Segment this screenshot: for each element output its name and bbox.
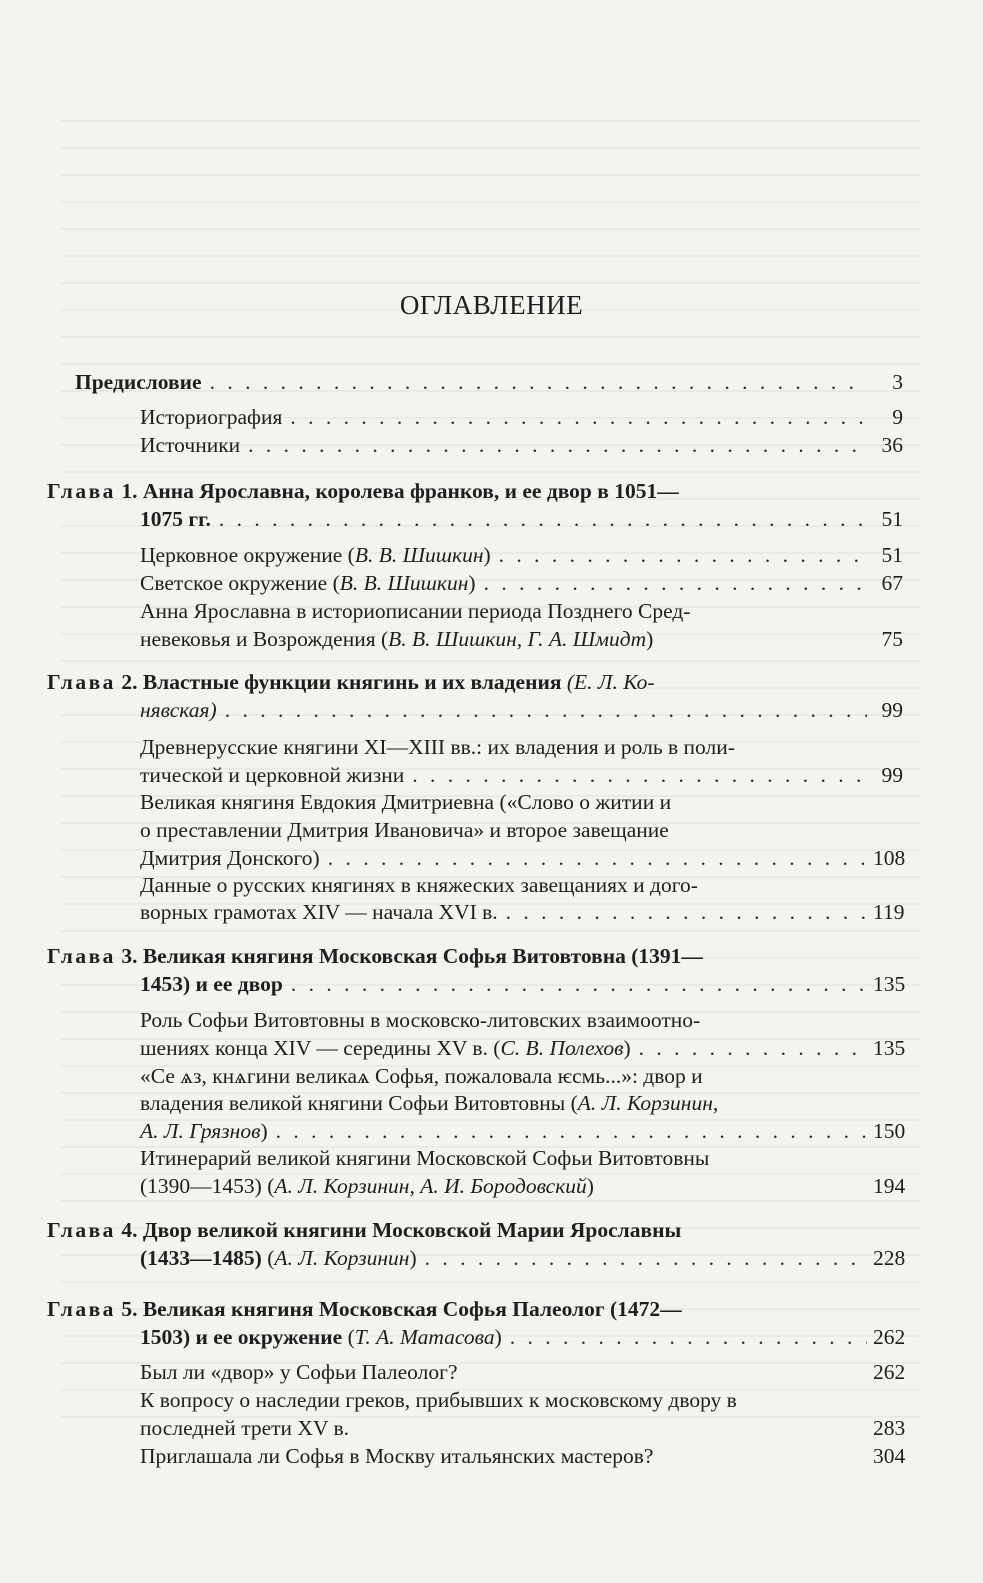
- toc-entry-ch3-s1-line1[interactable]: Роль Софьи Витовтовны в московско-литовских взаимоотно-: [140, 1008, 701, 1032]
- entry-text: А. Л. Грязнов): [140, 1119, 268, 1143]
- chapter-title: 4. Двор великой княгини Московской Марии Ярославны: [121, 1218, 682, 1242]
- author: Т. А. Матасова: [354, 1325, 495, 1349]
- toc-entry-ch1-s3-line1[interactable]: Анна Ярославна в историописании периода Позднего Сред-: [140, 599, 691, 623]
- chapter-label: Глава: [47, 479, 116, 503]
- page-number: 75: [881, 627, 903, 651]
- page-title: ОГЛАВЛЕНИЕ: [399, 290, 584, 320]
- toc-entry-ch3-s3-line1[interactable]: Итинерарий великой княгини Московской Софьи Витовтовны: [140, 1146, 710, 1170]
- page-number: 262: [873, 1325, 906, 1349]
- chapter-2-heading[interactable]: [47, 668, 655, 696]
- leader-dots: [499, 541, 867, 569]
- page-number: 3: [892, 370, 903, 394]
- chapter-3-title-end[interactable]: [140, 970, 906, 998]
- entry-text: ворных грамотах XIV — начала XVI в.: [140, 900, 498, 924]
- page-number: 51: [881, 507, 903, 531]
- page-number: 51: [881, 543, 903, 567]
- entry-text: Был ли «двор» у Софьи Палеолог?: [140, 1360, 458, 1384]
- chapter-3-heading[interactable]: [47, 942, 703, 970]
- page-number: 108: [873, 846, 906, 870]
- toc-entry-ch2-s2-line1[interactable]: Великая княгиня Евдокия Дмитриевна («Слово о житии и: [140, 790, 672, 814]
- leader-dots: [510, 1323, 867, 1351]
- toc-entry-ch1-s3[interactable]: [140, 625, 903, 653]
- page-number: 67: [881, 571, 903, 595]
- chapter-label: Глава: [47, 670, 116, 694]
- entry-text: 1503) и ее окружение (Т. А. Матасова): [140, 1325, 502, 1349]
- entry-text: Приглашала ли Софья в Москву итальянских мастеров?: [140, 1444, 654, 1468]
- leader-dots: [506, 898, 867, 926]
- chapter-1-title-end[interactable]: [140, 505, 903, 533]
- leader-dots: [328, 844, 867, 872]
- page-number: 262: [873, 1360, 906, 1384]
- toc-entry-ch2-s2[interactable]: [140, 844, 906, 872]
- page-number: 150: [873, 1119, 906, 1143]
- toc-entry-ch1-s1[interactable]: [140, 541, 903, 569]
- toc-entry-ch1-s2[interactable]: [140, 569, 903, 597]
- leader-dots: [219, 505, 867, 533]
- chapter-title: 1. Анна Ярославна, королева франков, и ее двор в 1051—: [121, 479, 679, 503]
- page-number: 36: [881, 433, 903, 457]
- author: В. В. Шишкин: [354, 543, 484, 567]
- entry-text: тической и церковной жизни: [140, 763, 405, 787]
- entry-text: Церковное окружение (В. В. Шишкин): [140, 543, 491, 567]
- author: А. Л. Корзинин: [274, 1246, 410, 1270]
- toc-entry-preface[interactable]: [75, 368, 903, 396]
- chapter-label: Глава: [47, 944, 116, 968]
- entry-text: последней трети XV в.: [140, 1416, 349, 1440]
- page-number: 99: [881, 763, 903, 787]
- toc-entry-ch2-s3-line1[interactable]: Данные о русских княгинях в княжеских завещаниях и дого-: [140, 873, 698, 897]
- leader-dots: [248, 431, 867, 459]
- author: А. Л. Грязнов: [140, 1119, 261, 1143]
- page-number: 119: [873, 900, 905, 924]
- author: А. Л. Корзинин, А. И. Бородовский: [274, 1174, 587, 1198]
- entry-text: (1390—1453) (А. Л. Корзинин, А. И. Бородовский): [140, 1174, 594, 1198]
- leader-dots: [484, 569, 867, 597]
- toc-entry-ch3-s3[interactable]: [140, 1172, 906, 1200]
- leader-dots: [639, 1034, 867, 1062]
- toc-entry-sources[interactable]: [140, 431, 903, 459]
- toc-entry-ch3-s2-line2[interactable]: владения великой княгини Софьи Витовтовны (А. Л. Корзинин,: [140, 1091, 719, 1115]
- chapter-5-title-end[interactable]: [140, 1323, 906, 1351]
- page-number: 135: [873, 1036, 906, 1060]
- author: (Е. Л. Ко-: [566, 670, 655, 694]
- chapter-label: Глава: [47, 1297, 116, 1321]
- chapter-5-heading[interactable]: [47, 1295, 682, 1323]
- leader-dots: [291, 970, 867, 998]
- toc-entry-ch2-s2-line2[interactable]: о преставлении Дмитрия Ивановича» и второе завещание: [140, 818, 669, 842]
- toc-entry-ch3-s2-line1[interactable]: «Се ѧз, кнѧгини великаѧ Софья, пожаловала ѥсмь...»: двор и: [140, 1064, 703, 1088]
- entry-text: невековья и Возрождения (В. В. Шишкин, Г. А. Шмидт): [140, 627, 654, 651]
- leader-dots: [276, 1117, 867, 1145]
- page-number: 9: [892, 405, 903, 429]
- page-number: 304: [873, 1444, 906, 1468]
- toc-entry-ch2-s1[interactable]: [140, 761, 903, 789]
- toc-entry-ch5-s2[interactable]: [140, 1414, 906, 1442]
- entry-text: шениях конца XIV — середины XV в. (С. В. Полехов): [140, 1036, 631, 1060]
- chapter-label: Глава: [47, 1218, 116, 1242]
- toc-entry-ch5-s1[interactable]: [140, 1358, 906, 1386]
- chapter-title-cont: 1453) и ее двор: [140, 972, 283, 996]
- chapter-title: 5. Великая княгиня Московская Софья Палеолог (1472—: [121, 1297, 682, 1321]
- toc-entry-ch2-s3[interactable]: [140, 898, 903, 926]
- toc-entry-ch5-s3[interactable]: [140, 1442, 906, 1470]
- entry-text: Историография: [140, 405, 283, 429]
- page-number: 135: [873, 972, 906, 996]
- entry-text: Дмитрия Донского): [140, 846, 320, 870]
- chapter-title-cont: 1075 гг.: [140, 507, 211, 531]
- author: А. Л. Корзинин,: [577, 1091, 719, 1115]
- author: С. В. Полехов: [500, 1036, 624, 1060]
- page-number: 283: [873, 1416, 906, 1440]
- page-number: 228: [873, 1246, 906, 1270]
- chapter-1-heading[interactable]: [47, 477, 679, 505]
- toc-entry-ch5-s2-line1[interactable]: К вопросу о наследии греков, прибывших к московскому двору в: [140, 1388, 737, 1412]
- chapter-title: 3. Великая княгиня Московская Софья Витовтовна (1391—: [121, 944, 703, 968]
- entry-text: (1433—1485) (А. Л. Корзинин): [140, 1246, 417, 1270]
- entry-text: Источники: [140, 433, 241, 457]
- page-number: 194: [873, 1174, 906, 1198]
- chapter-4-heading[interactable]: [47, 1216, 681, 1244]
- toc-entry-historiography[interactable]: [140, 403, 903, 431]
- chapter-2-title-end[interactable]: [140, 696, 903, 724]
- page-number: 99: [881, 698, 903, 722]
- chapter-title: 2. Властные функции княгинь и их владения: [121, 670, 562, 694]
- leader-dots: [412, 761, 867, 789]
- toc-entry-ch3-s2[interactable]: [140, 1117, 906, 1145]
- leader-dots: [290, 403, 867, 431]
- chapter-4-title-end[interactable]: [140, 1244, 906, 1272]
- toc-entry-ch2-s1-line1[interactable]: Древнерусские княгини XI—XIII вв.: их владения и роль в поли-: [140, 735, 735, 759]
- toc-entry-ch3-s1[interactable]: [140, 1034, 906, 1062]
- author: В. В. Шишкин: [339, 571, 469, 595]
- leader-dots: [210, 368, 867, 396]
- entry-text: Светское окружение (В. В. Шишкин): [140, 571, 476, 595]
- leader-dots: [425, 1244, 867, 1272]
- author: В. В. Шишкин, Г. А. Шмидт: [388, 627, 647, 651]
- leader-dots: [225, 696, 867, 724]
- entry-text: Предисловие: [75, 370, 202, 394]
- author: нявская): [140, 698, 217, 722]
